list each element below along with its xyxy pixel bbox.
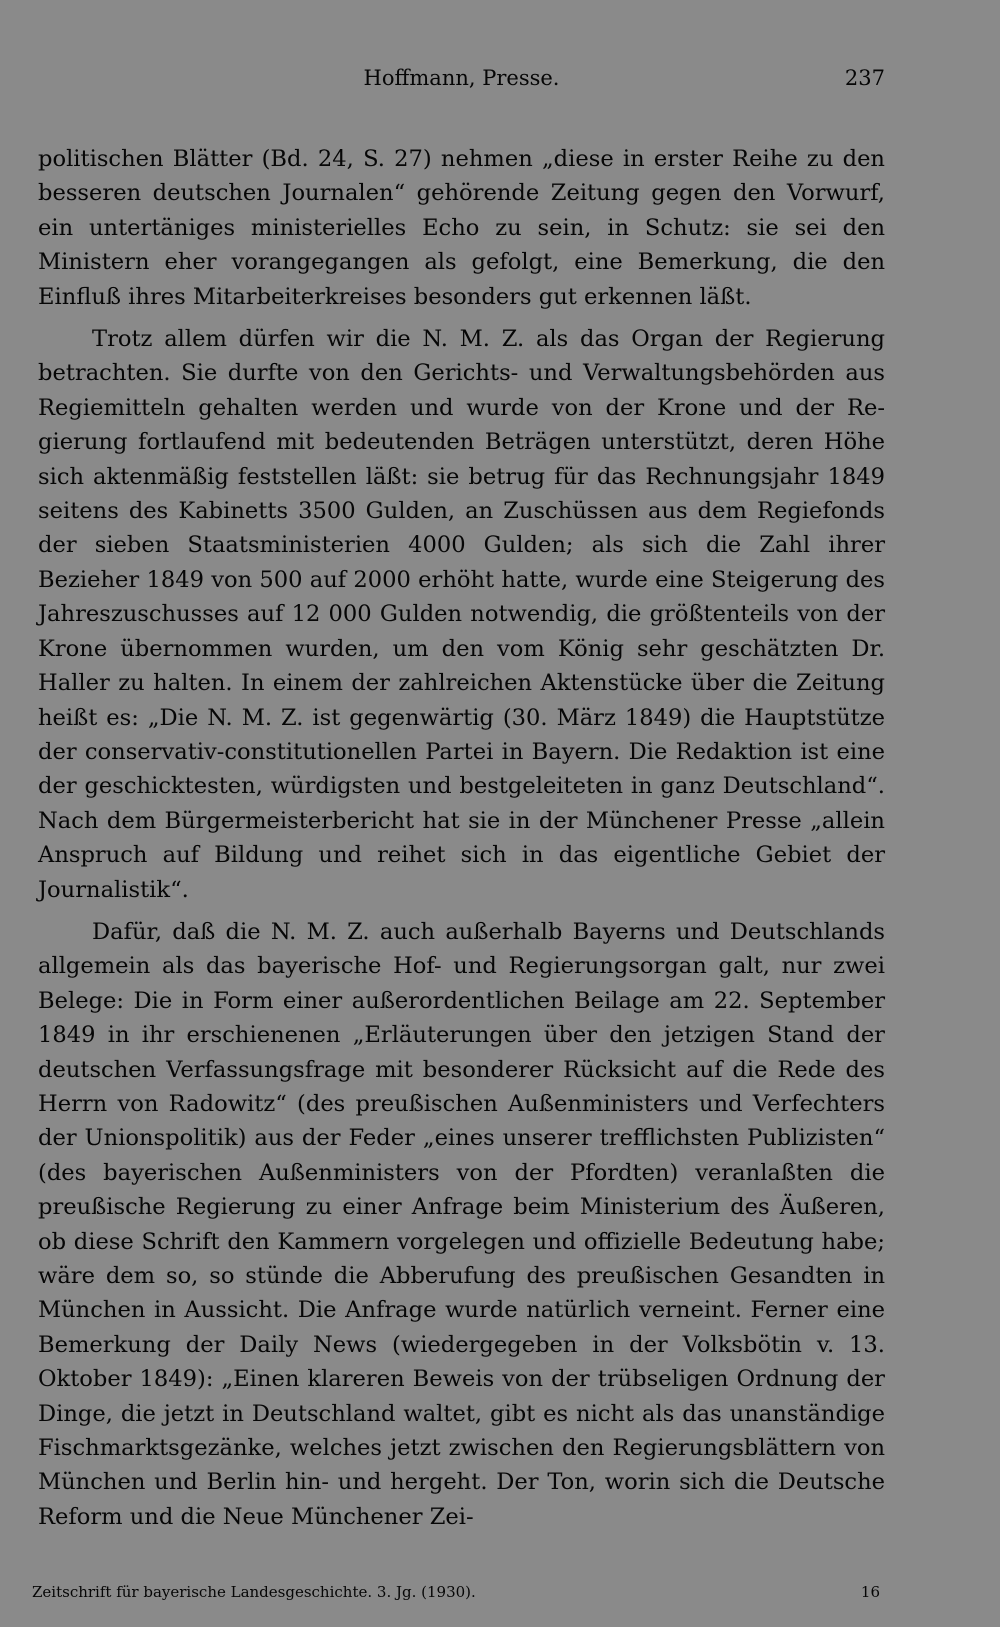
body-text xyxy=(38,142,885,1534)
paragraph-3: Dafür, daß die N. M. Z. auch außerhalb Bayerns und Deutschlands allgemein als das bayerische Hof- und Regierungsorgan galt, nur zwei Belege: Die in Form einer außerordentlichen Beilage am 22. September 1849 in ihr erschienenen „Erläuterungen über den jetzigen Stand der deutschen Verfassungsfrage mit besonderer Rücksicht auf die Rede des Herrn von Radowitz“ (des preußischen Außenministers und Verfechters der Unionspolitik) aus der Feder „eines unserer trefflichsten Publizisten“ (des bayerischen Außenministers von der Pfordten) veranlaßten die preußische Regierung zu einer Anfrage beim Ministerium des Äußeren, ob diese Schrift den Kammern vorgelegen und offizielle Bedeutung habe; wäre dem so, so stünde die Abberufung des preußischen Gesandten in München in Aussicht. Die Anfrage wurde natürlich verneint. Ferner eine Bemerkung der Daily News (wiedergegeben in der Volksbötin v. 13. Oktober 1849): „Einen klareren Beweis von der trübseligen Ordnung der Dinge, die jetzt in Deutschland waltet, gibt es nicht als das unanständige Fischmarktsgezänke, welches jetzt zwischen den Regierungsblättern von München und Berlin hin- und hergeht. Der Ton, worin sich die Deutsche Reform und die Neue Münchener Zei- xyxy=(38,918,885,1530)
page-footer xyxy=(32,1583,880,1607)
paragraph-2: Trotz allem dürfen wir die N. M. Z. als das Organ der Regierung betrachten. Sie durfte von den Gerichts- und Verwaltungsbehörden aus Regiemitteln gehalten werden und wurde von der Krone und der Regierung fortlaufend mit bedeutenden Beträgen unterstützt, deren Höhe sich aktenmäßig feststellen läßt: sie betrug für das Rechnungsjahr 1849 seitens des Kabinetts 3500 Gulden, an Zuschüssen aus dem Regiefonds der sieben Staatsministerien 4000 Gulden; als sich die Zahl ihrer Bezieher 1849 von 500 auf 2000 erhöht hatte, wurde eine Steigerung des Jahreszuschusses auf 12 000 Gulden notwendig, die größtenteils von der Krone übernommen wurden, um den vom König sehr geschätzten Dr. Haller zu halten. In einem der zahlreichen Aktenstücke über die Zeitung heißt es: „Die N. M. Z. ist gegenwärtig (30. März 1849) die Hauptstütze der conservativ-constitutionellen Partei in Bayern. Die Redaktion ist eine der geschicktesten, würdigsten und bestgeleiteten in ganz Deutschland“. Nach dem Bürgermeisterbericht hat sie in der Münchener Presse „allein Anspruch auf Bildung und reihet sich in das eigentliche Gebiet der Journalistik“. xyxy=(38,326,885,903)
footer-journal-line: Zeitschrift für bayerische Landesgeschichte. 3. Jg. (1930). xyxy=(32,1583,476,1601)
running-title: Hoffmann, Presse. xyxy=(363,66,560,90)
page-number: 237 xyxy=(844,66,885,90)
running-header xyxy=(38,66,885,96)
footer-signature-number: 16 xyxy=(860,1583,880,1601)
paragraph-1: politischen Blätter (Bd. 24, S. 27) nehmen „diese in erster Reihe zu den besseren deutschen Journalen“ gehörende Zeitung gegen den Vorwurf, ein untertäniges ministerielles Echo zu sein, in Schutz: sie sei den Ministern eher vorangegangen als gefolgt, eine Bemerkung, die den Einfluß ihres Mitarbeiterkreises besonders gut erkennen läßt. xyxy=(38,146,885,310)
